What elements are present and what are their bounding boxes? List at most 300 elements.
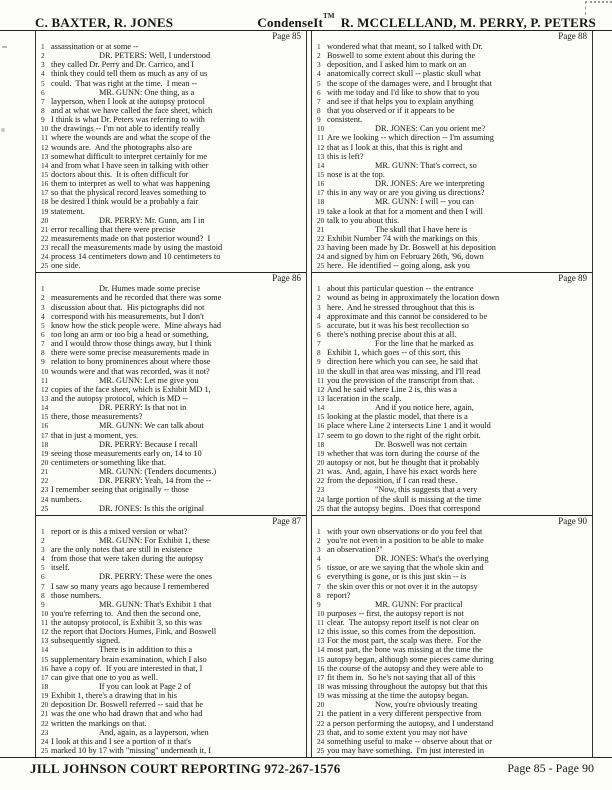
line-number: 19 xyxy=(317,448,325,458)
line-number: 21 xyxy=(317,467,325,477)
line-number: 1 xyxy=(317,526,321,536)
line-number: 8 xyxy=(317,348,321,358)
transcript-line xyxy=(312,636,590,645)
line-text: you're referring to. And then the second one, xyxy=(51,608,201,618)
line-text: and signed by him on February 26th, '96, down xyxy=(327,252,484,262)
line-text: with your own observations or do you feel that xyxy=(327,526,483,536)
line-text: they called Dr. Perry and Dr. Carrico, and I xyxy=(51,60,195,70)
transcript-line xyxy=(36,495,304,504)
line-text: MR. GUNN: For Exhibit 1, these xyxy=(51,535,210,545)
line-number: 7 xyxy=(41,339,45,349)
transcript-line xyxy=(312,179,590,188)
line-text: consistent. xyxy=(327,115,363,125)
line-text: having been made by Dr. Boswell at his deposition xyxy=(327,243,496,253)
line-number: 20 xyxy=(41,215,49,225)
scan-speck xyxy=(2,46,7,48)
line-text: Exhibit 1, there's a drawing that in his xyxy=(51,691,177,701)
transcript-line xyxy=(312,449,590,458)
line-text: you may have something. I'm just interested in xyxy=(327,746,485,756)
line-number: 22 xyxy=(41,718,49,728)
line-text: Now, you're obviously treating xyxy=(327,700,478,710)
transcript-line xyxy=(36,357,304,366)
line-text: can give that one to you as well. xyxy=(51,672,158,682)
transcript-grid xyxy=(35,31,593,757)
transcript-line xyxy=(312,261,590,270)
line-text: that the autopsy begins. Does that correspond xyxy=(327,503,480,513)
line-text: where the wounds are and what the scope of the xyxy=(51,133,211,143)
line-text: one side. xyxy=(51,261,81,271)
line-number: 18 xyxy=(317,439,325,449)
line-text: the patient in a very different perspective from xyxy=(327,709,482,719)
line-number: 25 xyxy=(317,746,325,756)
transcript-line xyxy=(36,88,304,97)
line-number: 17 xyxy=(317,672,325,682)
line-number: 9 xyxy=(317,599,321,609)
line-text: recall the measurements made by using the mastoid xyxy=(51,243,223,253)
line-text: wounds are. And the photographs also are xyxy=(51,142,193,152)
line-number: 4 xyxy=(317,311,321,321)
line-text: I look at this and I see a portion of it that's xyxy=(51,736,191,746)
transcript-line xyxy=(36,115,304,124)
transcript-line xyxy=(36,403,304,412)
transcript-page-block xyxy=(312,272,592,514)
line-text: that, and to some extent you may not have xyxy=(327,727,468,737)
line-number: 3 xyxy=(41,60,45,70)
line-text: statement. xyxy=(51,206,85,216)
line-text: supplementary brain examination, which I also xyxy=(51,654,207,664)
mini-page-label: Page 88 xyxy=(558,31,587,41)
transcript-line xyxy=(36,504,304,513)
transcript-line xyxy=(312,536,590,545)
mini-page-label: Page 85 xyxy=(272,31,301,41)
line-number: 12 xyxy=(41,384,49,394)
line-text: numbers. xyxy=(51,494,82,504)
condenseit-brand: CondenseIt™ xyxy=(257,11,335,30)
transcript-line xyxy=(312,746,590,755)
line-text: from the deposition, if I can read these. xyxy=(327,476,458,486)
line-text: are the only notes that are still in existence xyxy=(51,544,193,554)
line-number: 18 xyxy=(41,439,49,449)
transcript-line xyxy=(312,664,590,673)
line-text: talk to you about this. xyxy=(327,215,400,225)
line-number: 15 xyxy=(317,412,325,422)
line-text: this is left? xyxy=(327,151,364,161)
line-text: Exhibit Number 74 with the markings on this xyxy=(327,233,478,243)
line-text: and from what I have seen in talking with other xyxy=(51,160,209,170)
transcript-line xyxy=(312,367,590,376)
line-text: be desired I think would be a probably a fair xyxy=(51,197,199,207)
line-number: 3 xyxy=(317,544,321,554)
transcript-line xyxy=(312,627,590,636)
line-text: them to interpret as well to what was happening xyxy=(51,179,210,189)
transcript-line xyxy=(36,51,304,60)
transcript-line xyxy=(36,170,304,179)
line-text: I think is what Dr. Peters was referring to with xyxy=(51,115,205,125)
line-text: doctors about this. It is often difficult for xyxy=(51,169,189,179)
transcript-line xyxy=(36,467,304,476)
line-number: 24 xyxy=(41,736,49,746)
line-text: somewhat difficult to interpret certainly for me xyxy=(51,151,208,161)
line-number: 11 xyxy=(317,133,325,143)
line-text: you're not even in a position to be able to make xyxy=(327,535,484,545)
line-number: 15 xyxy=(41,412,49,422)
line-number: 9 xyxy=(41,115,45,125)
line-text: here. He identified -- going along, ask you xyxy=(327,261,470,271)
line-number: 25 xyxy=(41,261,49,271)
line-number: 3 xyxy=(41,302,45,312)
line-number: 25 xyxy=(317,261,325,271)
transcript-line xyxy=(36,476,304,485)
transcript-line xyxy=(36,367,304,376)
transcript-line xyxy=(36,709,304,718)
transcript-line xyxy=(312,124,590,133)
line-number: 15 xyxy=(41,654,49,664)
transcript-line xyxy=(36,636,304,645)
line-number: 21 xyxy=(41,467,49,477)
line-number: 4 xyxy=(317,554,321,564)
transcript-line xyxy=(36,618,304,627)
line-number: 18 xyxy=(317,682,325,692)
line-number: 24 xyxy=(317,252,325,262)
transcript-line xyxy=(36,563,304,572)
line-number: 16 xyxy=(41,179,49,189)
line-text: error recalling that there were precise xyxy=(51,224,176,234)
transcript-line xyxy=(312,554,590,563)
transcript-line xyxy=(36,252,304,261)
line-text: DR. PERRY: Mr. Gunn, am I in xyxy=(51,215,205,225)
line-number: 20 xyxy=(317,215,325,225)
line-text: relation to bony prominences about where those xyxy=(51,357,211,367)
transcript-line xyxy=(312,243,590,252)
line-text: from those that were taken during the autopsy xyxy=(51,554,204,564)
line-number: 19 xyxy=(41,206,49,216)
line-text: too long an arm or too big a head or something, xyxy=(51,330,209,340)
line-text: Boswell to some extent about this during the xyxy=(327,51,476,61)
line-number: 12 xyxy=(317,142,325,152)
transcript-line xyxy=(312,321,590,330)
line-text: something useful to make -- observe about that or xyxy=(327,736,492,746)
line-text: marked 10 by 17 with "missing" underneath it, I xyxy=(51,746,212,756)
line-number: 6 xyxy=(41,572,45,582)
transcript-line xyxy=(312,60,590,69)
transcript-line xyxy=(312,485,590,494)
transcript-page-block xyxy=(312,515,592,757)
line-number: 8 xyxy=(317,590,321,600)
transcript-line xyxy=(36,627,304,636)
line-text: this in any way or are you giving us directions? xyxy=(327,188,485,198)
line-text: Dr. Humes made some precise xyxy=(51,284,201,294)
line-text: wondered what that meant, so I talked with Dr. xyxy=(327,42,483,51)
transcript-line xyxy=(36,207,304,216)
line-text: so that the physical record leaves something to xyxy=(51,188,207,198)
line-number: 5 xyxy=(317,78,321,88)
line-text: wounds were and that was recorded, was it not? xyxy=(51,366,210,376)
transcript-line xyxy=(36,216,304,225)
transcript-line xyxy=(312,234,590,243)
transcript-line xyxy=(36,458,304,467)
transcript-line xyxy=(312,385,590,394)
line-number: 15 xyxy=(317,169,325,179)
transcript-line xyxy=(312,655,590,664)
line-text: a person performing the autopsy, and I understand xyxy=(327,718,494,728)
mini-page-label: Page 90 xyxy=(558,515,587,526)
line-text: anatomically correct skull -- plastic skull what xyxy=(327,69,481,79)
line-number: 21 xyxy=(317,709,325,719)
line-text: and at what we have called the face sheet, which xyxy=(51,105,213,115)
line-number: 11 xyxy=(41,375,49,385)
transcript-line xyxy=(312,348,590,357)
transcript-line xyxy=(312,563,590,572)
line-number: 13 xyxy=(317,394,325,404)
line-text: that you observed or if it appears to be xyxy=(327,105,455,115)
line-number: 2 xyxy=(317,51,321,61)
line-number: 23 xyxy=(41,243,49,253)
line-text: DR. JONES: Are we interpreting xyxy=(327,179,485,189)
transcript-line xyxy=(312,572,590,581)
line-number: 17 xyxy=(317,188,325,198)
transcript-line xyxy=(36,179,304,188)
transcript-line xyxy=(36,348,304,357)
line-number: 22 xyxy=(317,476,325,486)
line-number: 6 xyxy=(41,330,45,340)
transcript-line xyxy=(36,655,304,664)
transcript-line xyxy=(36,673,304,682)
transcript-line xyxy=(312,143,590,152)
line-text: was missing at the time the autopsy began. xyxy=(327,691,469,701)
line-number: 14 xyxy=(41,403,49,413)
transcript-line xyxy=(36,197,304,206)
line-number: 2 xyxy=(41,293,45,303)
transcript-line xyxy=(36,143,304,152)
line-number: 19 xyxy=(41,691,49,701)
line-number: 20 xyxy=(41,458,49,467)
transcript-line xyxy=(36,431,304,440)
transcript-line xyxy=(36,746,304,755)
transcript-line xyxy=(312,412,590,421)
line-number: 23 xyxy=(317,485,325,495)
line-number: 14 xyxy=(317,160,325,170)
line-number: 14 xyxy=(41,160,49,170)
transcript-line xyxy=(312,476,590,485)
line-text: place where Line 2 intersects Line 1 and it would xyxy=(327,421,491,431)
line-text: large portion of the skull is missing at the time xyxy=(327,494,482,504)
line-text: here. And he stressed throughout that this is xyxy=(327,302,475,312)
line-number: 8 xyxy=(41,105,45,115)
line-number: 25 xyxy=(317,503,325,513)
line-number: 17 xyxy=(317,430,325,440)
line-text: the report that Doctors Humes, Fink, and Boswell xyxy=(51,627,217,637)
line-text: MR. GUNN: We can talk about xyxy=(51,421,204,431)
line-number: 13 xyxy=(317,636,325,646)
line-number: 24 xyxy=(317,736,325,746)
line-text: whether that was torn during the course of the xyxy=(327,448,480,458)
line-number: 5 xyxy=(41,78,45,88)
mini-page-label: Page 89 xyxy=(558,273,587,284)
line-number: 22 xyxy=(41,476,49,486)
line-number: 14 xyxy=(317,403,325,413)
line-text: And he said where Line 2 is, this was a xyxy=(327,384,457,394)
transcript-line xyxy=(312,79,590,88)
transcript-line xyxy=(36,572,304,581)
line-number: 20 xyxy=(317,700,325,710)
line-text: written the markings on that. xyxy=(51,718,147,728)
transcript-line xyxy=(312,719,590,728)
line-number: 14 xyxy=(41,645,49,655)
transcript-line xyxy=(36,188,304,197)
line-text: measurements made on that posterior wound? I xyxy=(51,233,211,243)
line-number: 16 xyxy=(41,421,49,431)
line-number: 2 xyxy=(41,535,45,545)
transcript-line xyxy=(312,106,590,115)
line-text: with me today and I'd like to show that to you xyxy=(327,87,480,97)
transcript-line xyxy=(312,591,590,600)
line-text: And, again, as a layperson, when xyxy=(51,727,209,737)
line-text: wound as being in approximately the location down xyxy=(327,293,500,303)
line-text: that as I look at this, that this is right and xyxy=(327,142,463,152)
transcript-line xyxy=(36,42,304,51)
line-number: 24 xyxy=(317,494,325,504)
transcript-line xyxy=(312,207,590,216)
line-text: MR. GUNN: That's correct, so xyxy=(327,160,477,170)
transcript-line xyxy=(36,421,304,430)
transcript-line xyxy=(36,161,304,170)
line-number: 11 xyxy=(41,618,49,628)
line-number: 15 xyxy=(41,169,49,179)
transcript-line xyxy=(312,284,590,293)
transcript-page-block xyxy=(36,515,306,757)
line-text: clear. The autopsy report itself is not clear on xyxy=(327,618,479,628)
line-text: DR. PETERS: Well, I understood xyxy=(51,51,211,61)
line-number: 20 xyxy=(41,700,49,710)
transcript-line xyxy=(312,252,590,261)
line-number: 23 xyxy=(41,727,49,737)
transcript-line xyxy=(36,664,304,673)
line-number: 17 xyxy=(41,672,49,682)
line-text: take a look at that for a moment and then I will xyxy=(327,206,483,216)
line-text: itself. xyxy=(51,563,70,573)
line-text: MR. GUNN: I will -- you can xyxy=(327,197,474,207)
line-text: most part, the bone was missing at the time the xyxy=(327,645,483,655)
line-text: Dr. Boswell was not certain xyxy=(327,439,467,449)
transcript-line xyxy=(36,737,304,746)
line-text: For the line that he marked as xyxy=(327,339,474,349)
transcript-line xyxy=(312,161,590,170)
line-number: 19 xyxy=(41,448,49,458)
line-number: 18 xyxy=(41,682,49,692)
line-text: DR. PERRY: Is that not in xyxy=(51,403,187,413)
line-text: Are we looking -- which direction -- I'm assuming xyxy=(327,133,494,143)
line-number: 23 xyxy=(317,727,325,737)
line-number: 19 xyxy=(317,691,325,701)
line-text: direction here which you can see, he said that xyxy=(327,357,478,367)
line-number: 18 xyxy=(317,197,325,207)
transcript-line xyxy=(312,467,590,476)
line-text: know how the stick people were. Mine always had xyxy=(51,320,222,330)
line-text: fit them in. So he's not saying that all of this xyxy=(327,672,476,682)
line-number: 16 xyxy=(317,663,325,673)
transcript-line xyxy=(36,554,304,563)
transcript-line xyxy=(36,97,304,106)
line-text: correspond with his measurements, but I don't xyxy=(51,311,204,321)
line-number: 14 xyxy=(317,645,325,655)
line-number: 12 xyxy=(41,142,49,152)
line-number: 1 xyxy=(317,284,321,294)
transcript-line xyxy=(36,719,304,728)
transcript-line xyxy=(312,504,590,513)
transcript-line xyxy=(36,582,304,591)
page-header xyxy=(0,0,612,31)
line-number: 10 xyxy=(317,366,325,376)
header-deponents-left: C. BAXTER, R. JONES xyxy=(35,14,174,30)
scan-speck xyxy=(1,128,5,132)
line-number: 7 xyxy=(317,581,321,591)
line-number: 21 xyxy=(317,224,325,234)
header-right-group xyxy=(257,11,596,30)
line-text: could. That was right at the time. I mean -- xyxy=(51,78,198,88)
transcript-line xyxy=(312,115,590,124)
transcript-line xyxy=(36,234,304,243)
transcript-line xyxy=(36,485,304,494)
line-number: 22 xyxy=(317,718,325,728)
transcript-line xyxy=(36,545,304,554)
transcript-line xyxy=(312,682,590,691)
transcript-line xyxy=(312,69,590,78)
line-number: 25 xyxy=(41,746,49,756)
line-number: 4 xyxy=(41,69,45,79)
line-number: 11 xyxy=(41,133,49,143)
transcript-line xyxy=(312,170,590,179)
transcript-line xyxy=(312,133,590,142)
line-number: 11 xyxy=(317,618,325,628)
transcript-line xyxy=(312,431,590,440)
line-text: There is in addition to this a xyxy=(51,645,193,655)
line-number: 9 xyxy=(317,115,321,125)
transcript-line xyxy=(36,133,304,142)
line-number: 16 xyxy=(41,663,49,673)
transcript-line xyxy=(36,609,304,618)
line-text: there's nothing precise about this at all. xyxy=(327,330,457,340)
transcript-line xyxy=(312,376,590,385)
transcript-line xyxy=(36,312,304,321)
line-number: 10 xyxy=(41,124,49,134)
line-number: 8 xyxy=(41,590,45,600)
transcript-line xyxy=(312,312,590,321)
transcript-line xyxy=(312,216,590,225)
line-number: 6 xyxy=(317,330,321,340)
line-number: 4 xyxy=(317,69,321,79)
line-number: 24 xyxy=(41,252,49,262)
transcript-line xyxy=(312,152,590,161)
transcript-line xyxy=(36,284,304,293)
transcript-line xyxy=(36,376,304,385)
transcript-line xyxy=(36,293,304,302)
transcript-line xyxy=(36,330,304,339)
line-number: 7 xyxy=(41,96,45,106)
line-number: 1 xyxy=(41,42,45,51)
line-text: report or is this a mixed version or what? xyxy=(51,526,188,536)
line-number: 17 xyxy=(41,430,49,440)
line-text: report? xyxy=(327,590,351,600)
line-text: and the autopsy protocol, which is MD -- xyxy=(51,394,188,404)
transcript-line xyxy=(312,582,590,591)
transcript-line xyxy=(312,691,590,700)
transcript-line xyxy=(36,339,304,348)
line-text: centimeters or something like that. xyxy=(51,458,166,467)
line-number: 23 xyxy=(41,485,49,495)
line-number: 6 xyxy=(41,87,45,97)
transcript-line xyxy=(312,600,590,609)
line-number: 2 xyxy=(317,535,321,545)
